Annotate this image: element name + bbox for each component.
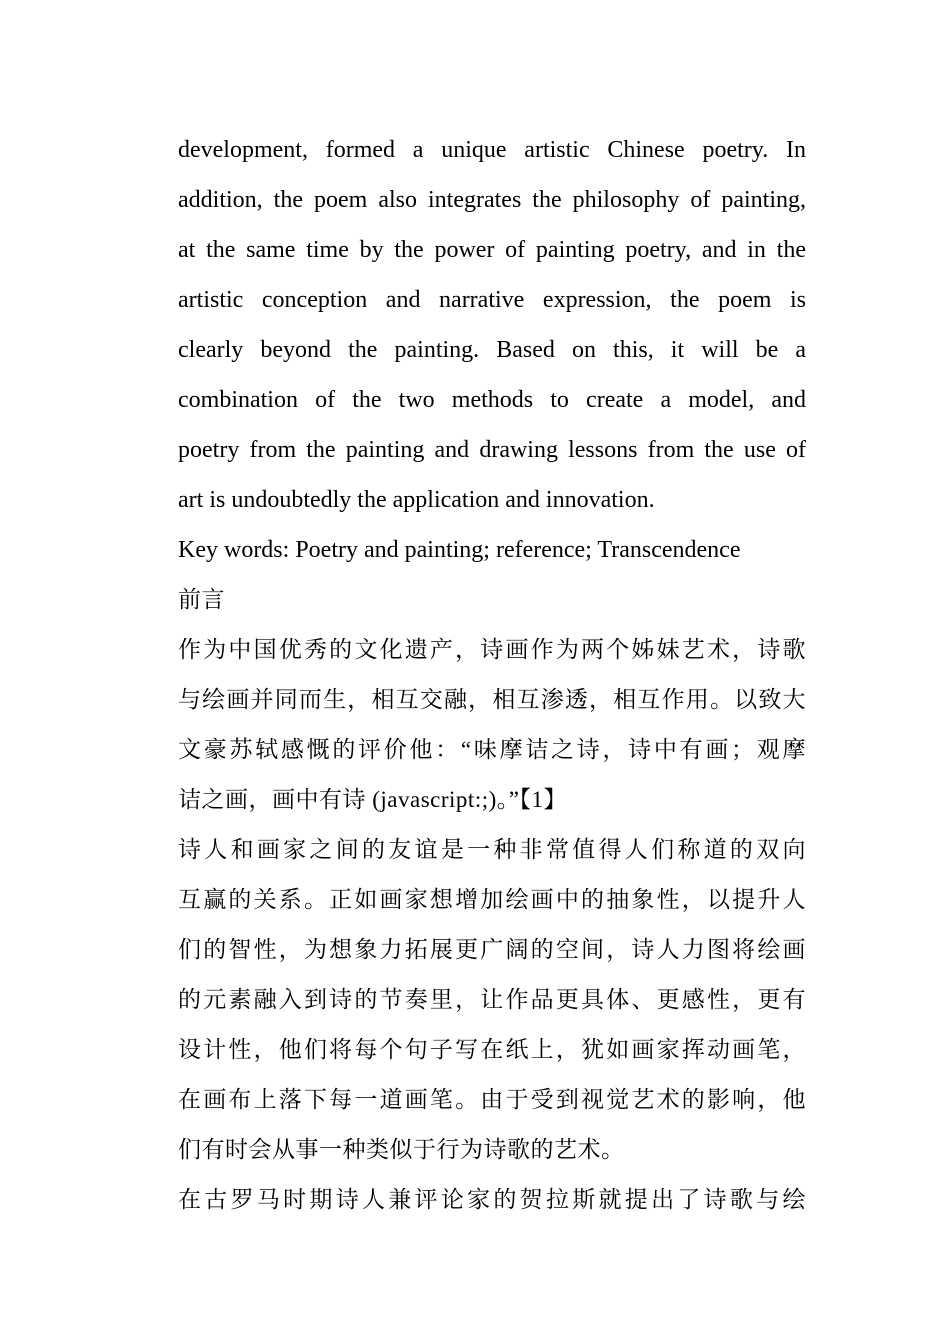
abstract-line: development, formed a unique artistic Chinese poetry. In — [178, 137, 806, 163]
paragraph-line: 诗人和画家之间的友谊是一种非常值得人们称道的双向 — [178, 837, 809, 862]
paragraph-line: 们有时会从事一种类似于行为诗歌的艺术。 — [178, 1137, 625, 1162]
paragraph-line: 作为中国优秀的文化遗产，诗画作为两个姊妹艺术，诗歌 — [178, 637, 808, 662]
keywords — [178, 525, 806, 575]
paragraph-line: 诘之画，画中有诗 (javascript:;)。”【1】 — [178, 787, 567, 812]
paragraph-line: 在画布上落下每一道画笔。由于受到视觉艺术的影响，他 — [178, 1087, 808, 1112]
paragraph-line: 文豪苏轼感慨的评价他：“味摩诘之诗，诗中有画；观摩 — [178, 737, 809, 762]
preface-heading — [178, 575, 806, 625]
keywords-line: Key words: Poetry and painting; reference; Transcendence — [178, 537, 741, 563]
paragraph-line: 的元素融入到诗的节奏里，让作品更具体、更感性，更有 — [178, 987, 808, 1012]
abstract-line: addition, the poem also integrates the philosophy of painting, — [178, 187, 806, 213]
abstract-line: combination of the two methods to create a model, and — [178, 387, 806, 413]
preface-heading-text: 前言 — [178, 587, 225, 612]
abstract-line: art is undoubtedly the application and innovation. — [178, 487, 655, 513]
paragraph-line: 互赢的关系。正如画家想增加绘画中的抽象性，以提升人 — [178, 887, 808, 912]
abstract-line: poetry from the painting and drawing lessons from the use of — [178, 437, 806, 463]
document-page — [178, 125, 809, 1225]
paragraph-line: 与绘画并同而生，相互交融，相互渗透，相互作用。以致大 — [178, 687, 807, 712]
paragraph-1 — [178, 625, 809, 825]
paragraph-line: 们的智性，为想象力拓展更广阔的空间，诗人力图将绘画 — [178, 937, 808, 962]
abstract-english — [178, 125, 806, 525]
paragraph-3 — [178, 1175, 809, 1225]
abstract-line: artistic conception and narrative expression, the poem is — [178, 287, 806, 313]
paragraph-line: 在古罗马时期诗人兼评论家的贺拉斯就提出了诗歌与绘 — [178, 1187, 809, 1212]
abstract-line: at the same time by the power of painting poetry, and in the — [178, 237, 806, 263]
abstract-line: clearly beyond the painting. Based on this, it will be a — [178, 337, 806, 363]
paragraph-line: 设计性，他们将每个句子写在纸上，犹如画家挥动画笔， — [178, 1037, 808, 1062]
paragraph-2 — [178, 825, 809, 1175]
